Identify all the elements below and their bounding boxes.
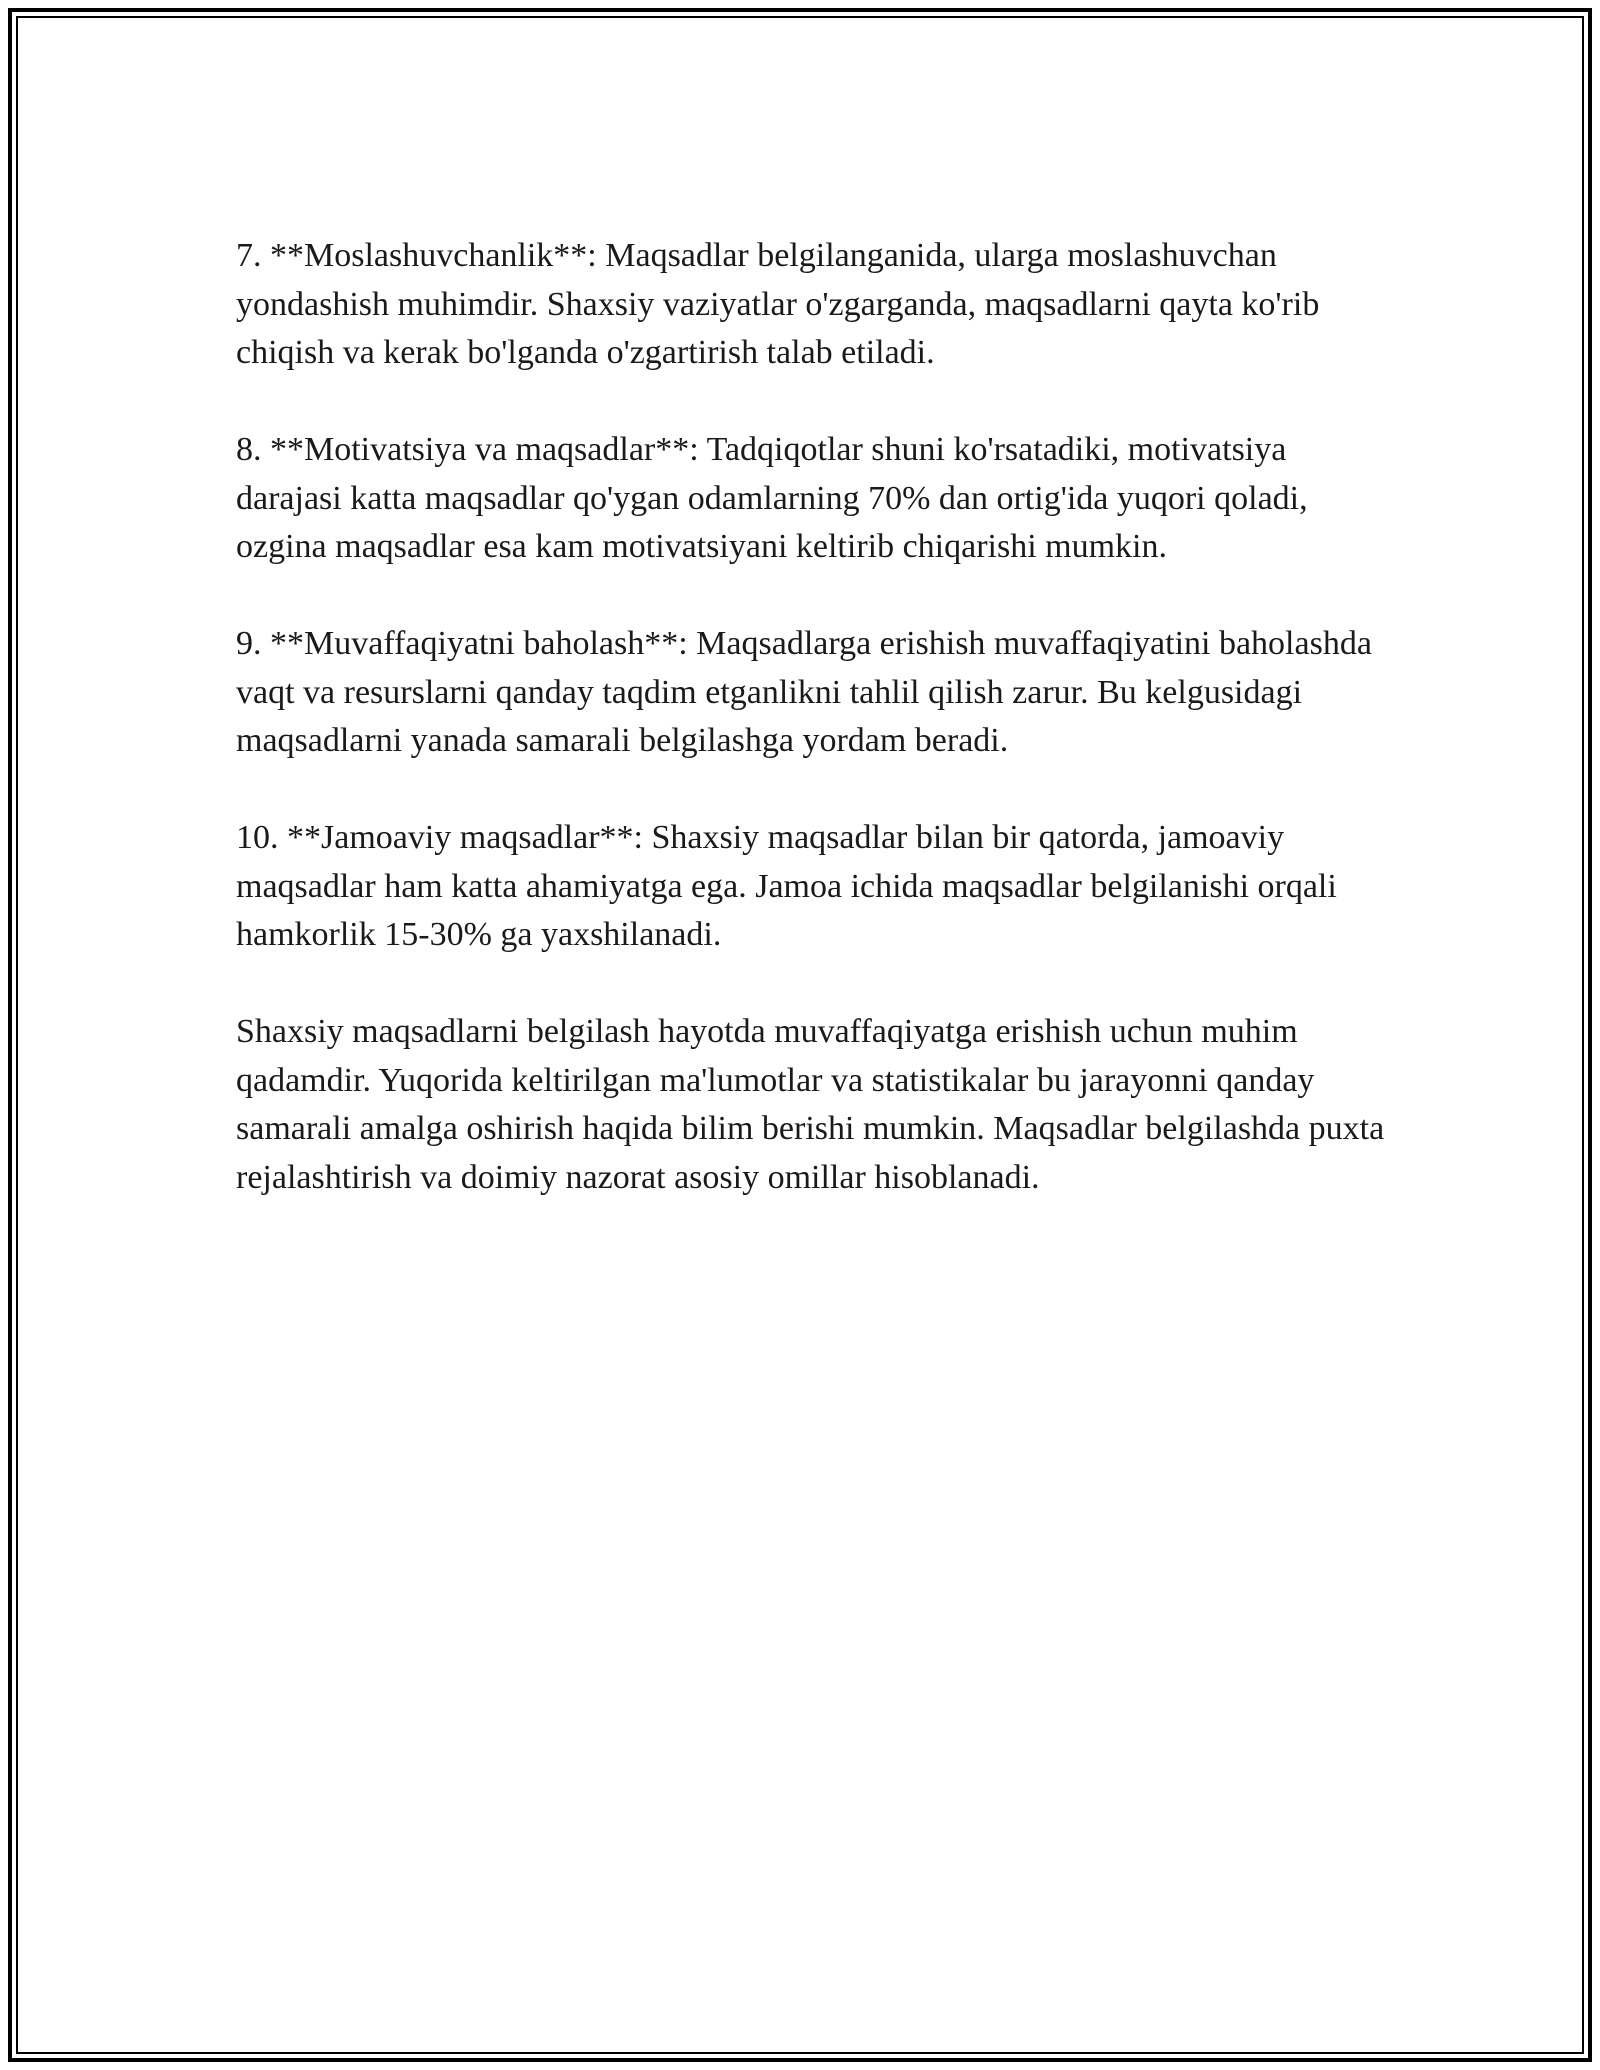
document-body (236, 232, 1386, 1251)
paragraph-conclusion: Shaxsiy maqsadlarni belgilash hayotda muvaffaqiyatga erishish uchun muhim qadamdir. Yuqorida keltirilgan ma'lumotlar va statistikalar bu jarayonni qanday samarali amalga oshirish haqida bilim berishi mumkin. Maqsadlar belgilashda puxta rejalashtirish va doimiy nazorat asosiy omillar hisoblanadi. (236, 1013, 1385, 1196)
paragraph-muvaffaqiyat-baholash: 9. **Muvaffaqiyatni baholash**: Maqsadlarga erishish muvaffaqiyatini baholashda vaqt va resurslarni qanday taqdim etganlikni tahlil qilish zarur. Bu kelgusidagi maqsadlarni yanada samarali belgilashga yordam beradi. (236, 625, 1372, 759)
paragraph-moslashuvchanlik: 7. **Moslashuvchanlik**: Maqsadlar belgilanganida, ularga moslashuvchan yondashish muhimdir. Shaxsiy vaziyatlar o'zgarganda, maqsadlarni qayta ko'rib chiqish va kerak bo'lganda o'zgartirish talab etiladi. (236, 237, 1320, 371)
paragraph-motivatsiya: 8. **Motivatsiya va maqsadlar**: Tadqiqotlar shuni ko'rsatadiki, motivatsiya darajasi katta maqsadlar qo'ygan odamlarning 70% dan ortig'ida yuqori qoladi, ozgina maqsadlar esa kam motivatsiyani keltirib chiqarishi mumkin. (236, 431, 1308, 565)
paragraph-jamoaviy-maqsadlar: 10. **Jamoaviy maqsadlar**: Shaxsiy maqsadlar bilan bir qatorda, jamoaviy maqsadlar ham katta ahamiyatga ega. Jamoa ichida maqsadlar belgilanishi orqali hamkorlik 15-30% ga yaxshilanadi. (236, 819, 1337, 953)
